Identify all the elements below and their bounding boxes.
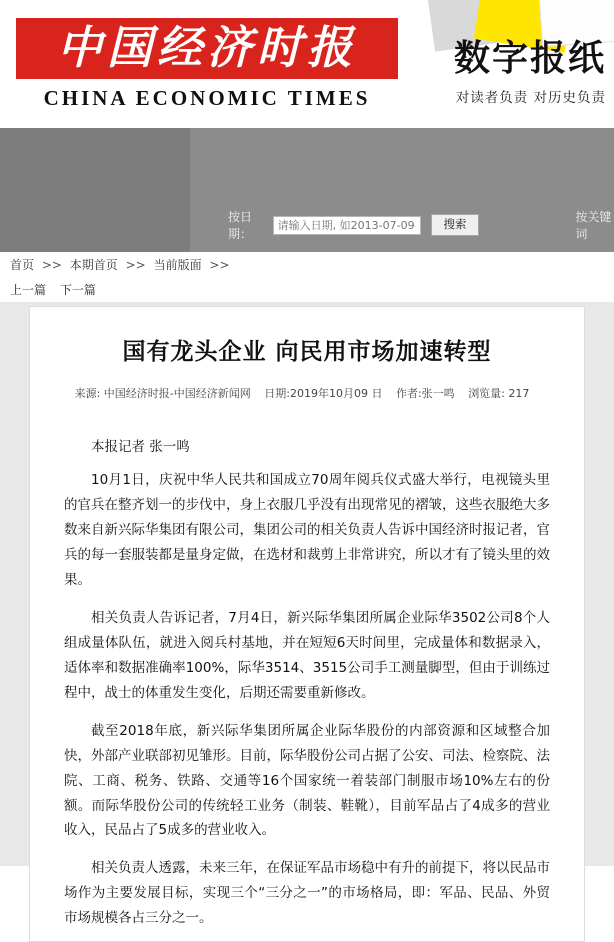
article-paragraph: 10月1日，庆祝中华人民共和国成立70周年阅兵仪式盛大举行，电视镜头里的官兵在整齐划一的步伐中，身上衣服几乎没有出现常见的褶皱，这些衣服绝大多数来自新兴际华集团有限公司，集团公司的相关负责人告诉中国经济时报记者，官兵的每一套服装都是量身定做，在选材和裁剪上非常讲究，所以才有了镜头里的效果。 xyxy=(64,471,550,588)
breadcrumb-separator-1: >> xyxy=(41,258,62,272)
search-button[interactable]: 搜索 xyxy=(431,214,480,236)
article-nav xyxy=(0,278,614,302)
breadcrumb-current-page[interactable]: 当前版面 xyxy=(153,258,202,272)
date-search-input[interactable] xyxy=(273,216,421,235)
article-paragraph: 截至2018年底，新兴际华集团所属企业际华股份的内部资源和区域整合加快，外部产业联部初见雏形。目前，际华股份公司占据了公安、司法、检察院、法院、工商、税务、铁路、交通等16个国家统一着装部门制服市场10%左右的份额。而际华股份公司的传统轻工业务（制装、鞋靴），目前军品占了4成多的营业收入，民品占了5成多的营业收入。 xyxy=(64,722,550,839)
logo-chinese-title: 中国经济时报 xyxy=(16,18,398,79)
article-date: 日期:2019年10月09 日 xyxy=(264,386,383,400)
next-article-link[interactable]: 下一篇 xyxy=(59,283,96,297)
breadcrumb-separator-2: >> xyxy=(125,258,146,272)
article-panel xyxy=(29,306,585,942)
digital-paper-slogan: 对读者负责 对历史负责 xyxy=(455,90,606,106)
article-byline: 本报记者 张一鸣 xyxy=(91,438,190,455)
breadcrumb-issue[interactable]: 本期首页 xyxy=(69,258,118,272)
breadcrumb xyxy=(0,252,614,278)
article-meta xyxy=(64,385,550,401)
article-headline: 国有龙头企业 向民用市场加速转型 xyxy=(122,338,492,365)
search-row xyxy=(0,210,614,241)
page-body xyxy=(0,302,614,927)
logo-english-title: CHINA ECONOMIC TIMES xyxy=(43,86,371,111)
breadcrumb-separator-3: >> xyxy=(209,258,230,272)
digital-paper-title: 数字报纸 xyxy=(453,37,606,79)
masthead xyxy=(0,0,614,128)
article-source: 来源: 中国经济时报-中国经济新闻网 xyxy=(74,386,251,400)
search-by-keyword-label[interactable]: 按关键词 xyxy=(575,210,612,241)
digital-paper-banner xyxy=(453,37,606,106)
search-by-date-label: 按日期： xyxy=(228,210,253,241)
search-band xyxy=(0,128,614,252)
article-paragraph: 相关负责人透露，未来三年，在保证军品市场稳中有升的前提下，将以民品市场作为主要发展目标，实现三个“三分之一”的市场格局，即：军品、民品、外贸市场规模各占三分之一。 xyxy=(64,860,550,927)
site-logo[interactable] xyxy=(16,18,398,111)
article-views: 浏览量: 217 xyxy=(468,386,530,400)
article-author: 作者:张一鸣 xyxy=(395,386,455,400)
breadcrumb-home[interactable]: 首页 xyxy=(10,258,35,272)
prev-article-link[interactable]: 上一篇 xyxy=(10,283,47,297)
article-paragraph: 相关负责人告诉记者，7月4日，新兴际华集团所属企业际华3502公司8个人组成量体队伍，就进入阅兵村基地，并在短短6天时间里，完成量体和数据录入，适体率和数据准确率100%，际华3514、3515公司手工测量脚型，但由于训练过程中，战士的体重发生变化，后期还需要重新修改。 xyxy=(64,609,550,701)
